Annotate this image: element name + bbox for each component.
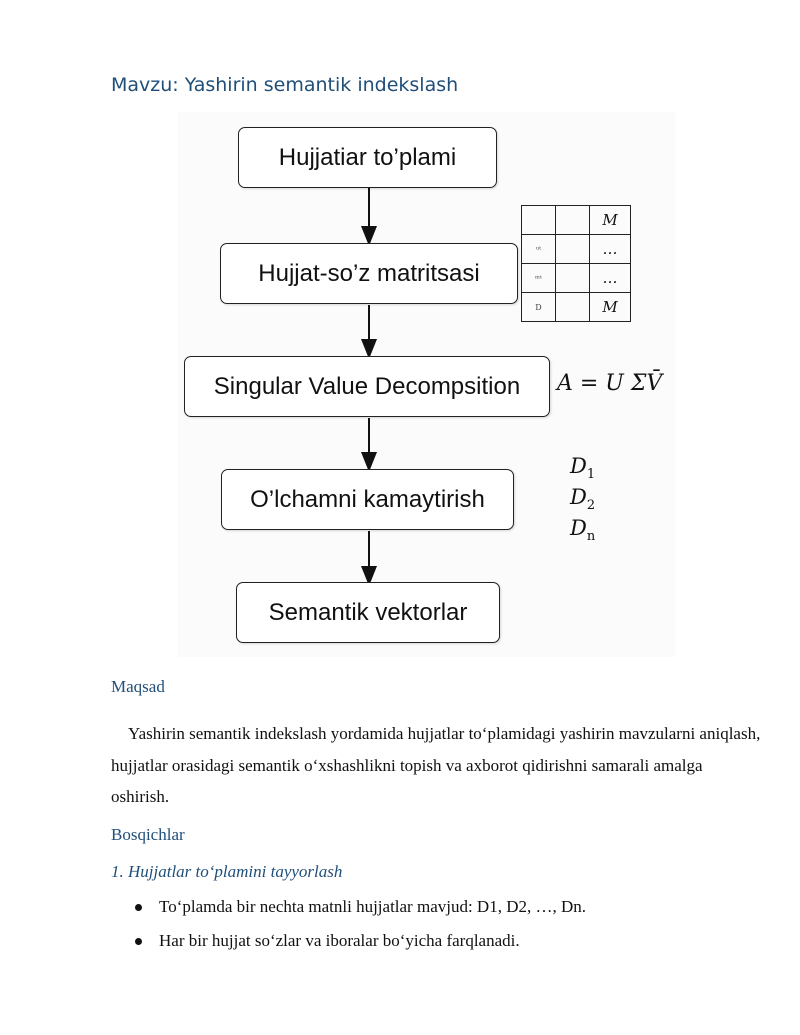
step-box-svd: Singular Value Decompsition	[184, 356, 550, 417]
maqsad-paragraph: Yashirin semantik indekslash yordamida hujjatlar to‘plamidagi yashirin mavzularni aniqlash, hujjatlar orasidagi semantik o‘xshashlikni topish va axborot qidirishni samarali amalga oshirish.	[111, 724, 761, 806]
step-box-term-document-matrix: Hujjat-so’z matritsasi	[220, 243, 518, 304]
matrix-cell	[522, 206, 556, 235]
matrix-cell: D	[522, 293, 556, 322]
list-item: Har bir hujjat so‘zlar va iboralar bo‘yicha farqlanadi.	[111, 931, 586, 965]
step-box-semantic-vectors: Semantik vektorlar	[236, 582, 500, 643]
matrix-cell: …	[590, 235, 631, 264]
step-1-bullets	[111, 897, 586, 965]
matrix-cell: …	[590, 264, 631, 293]
matrix-cell	[556, 206, 590, 235]
matrix-cell: ᵐᵗ	[522, 264, 556, 293]
matrix-cell	[556, 293, 590, 322]
list-item: To‘plamda bir nechta matnli hujjatlar mavjud: D1, D2, …, Dn.	[111, 897, 586, 931]
document-list	[570, 454, 595, 547]
matrix-cell	[556, 235, 590, 264]
matrix-cell: M	[590, 206, 631, 235]
step-box-dimension-reduction: O’lchamni kamaytirish	[221, 469, 514, 530]
matrix-cell: ᵘᵗ	[522, 235, 556, 264]
step-box-corpus: Hujjatiar to’plami	[238, 127, 497, 188]
matrix-cell: M	[590, 293, 631, 322]
step-1-title: 1. Hujjatlar to‘plamini tayyorlash	[111, 862, 343, 881]
document-label: $D_1$	[570, 454, 596, 483]
matrix-illustration	[521, 205, 631, 322]
section-heading-bosqichlar: Bosqichlar	[111, 825, 185, 844]
svd-formula: A = U ΣV̄	[557, 371, 663, 396]
document-label: $D_n$	[570, 516, 596, 545]
matrix-cell	[556, 264, 590, 293]
document-label: $D_2$	[570, 485, 596, 514]
section-heading-maqsad: Maqsad	[111, 677, 165, 696]
page-title: Mavzu: Yashirin semantik indekslash	[111, 74, 459, 96]
